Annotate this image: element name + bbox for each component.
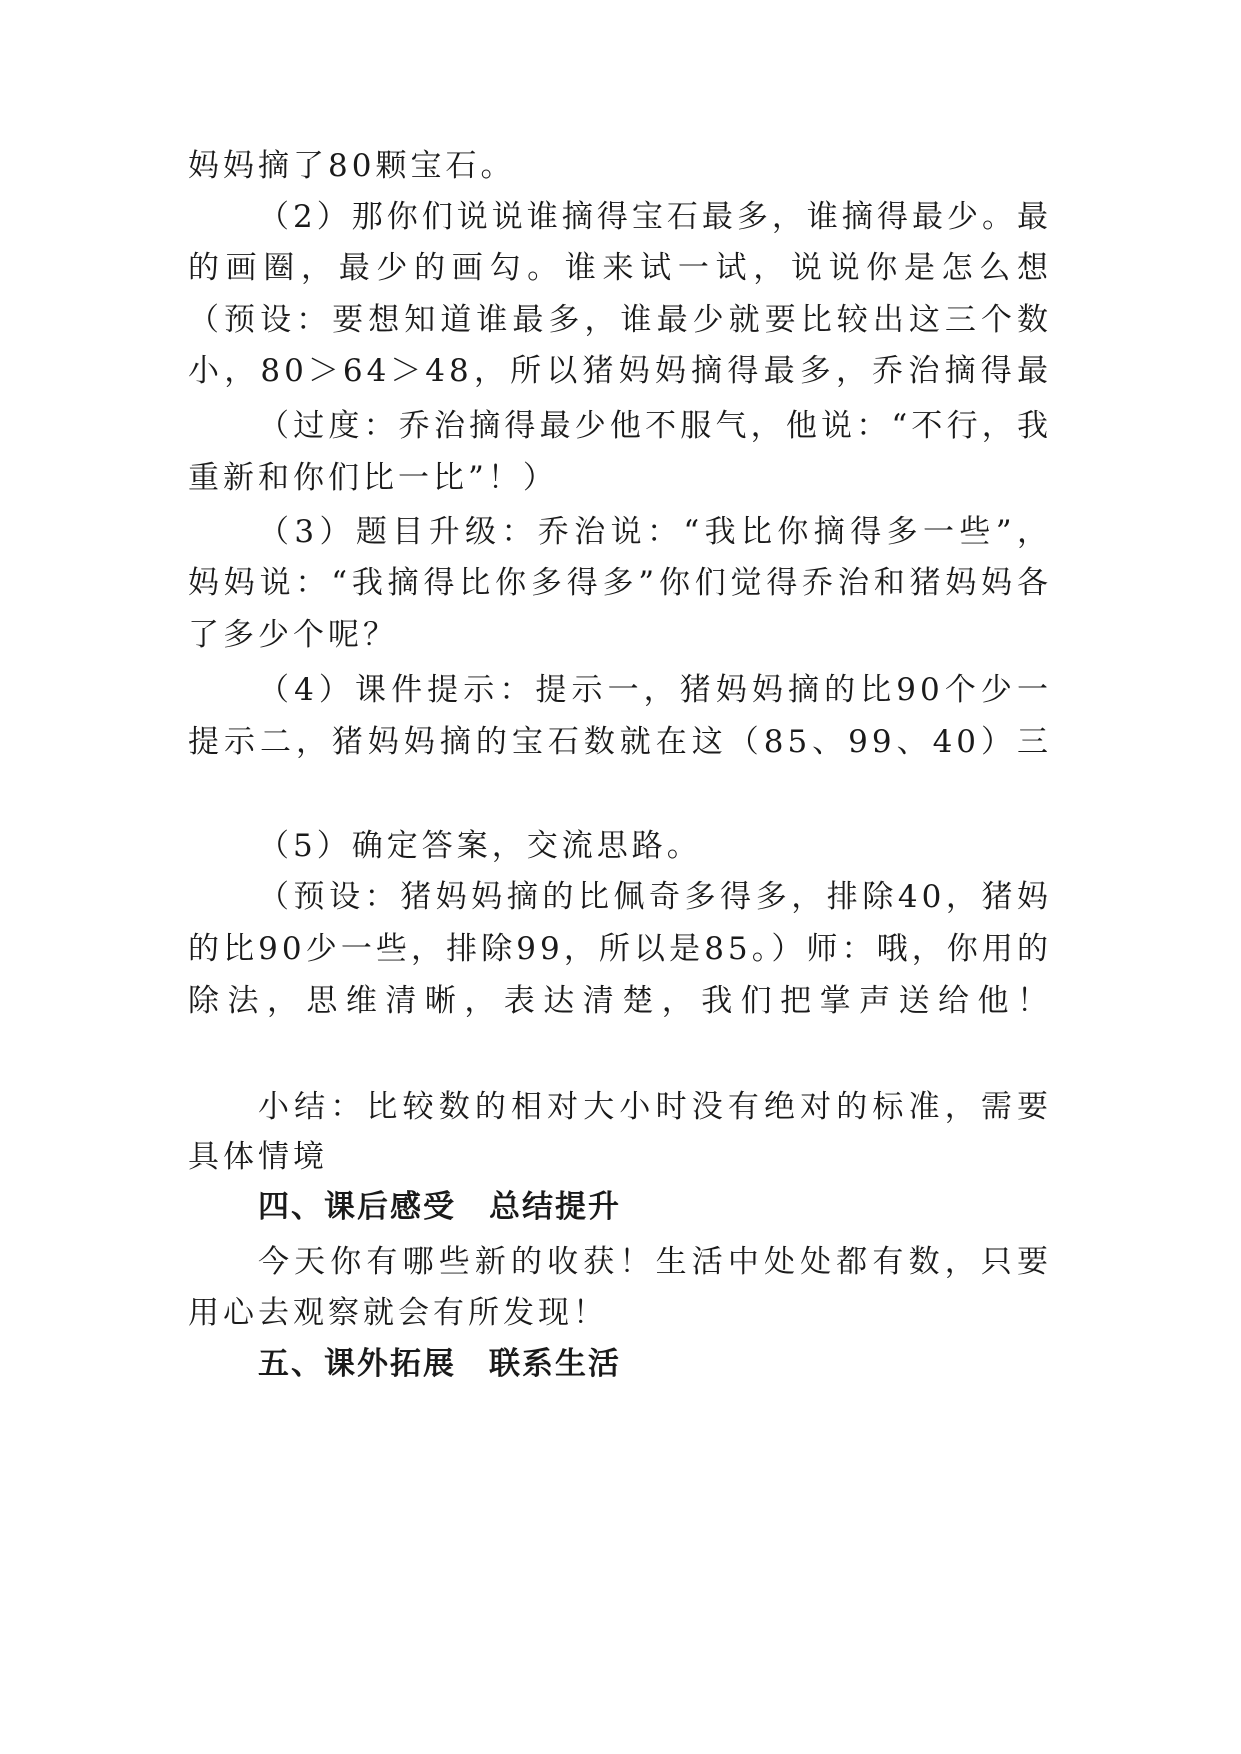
text-line: 具体情境 bbox=[188, 1139, 328, 1175]
text-line: 今天你有哪些新的收获！生活中处处都有数，只要 bbox=[258, 1244, 1052, 1280]
section-heading-four: 四、课后感受 总结提升 bbox=[258, 1189, 621, 1225]
text-line: 重新和你们比一比”！） bbox=[188, 460, 558, 496]
text-line: 了多少个呢？ bbox=[188, 617, 398, 653]
text-line: 小，80＞64＞48，所以猪妈妈摘得最多，乔治摘得最 bbox=[188, 353, 1052, 389]
text-line: 妈妈说：“我摘得比你多得多”你们觉得乔治和猪妈妈各 bbox=[188, 565, 1052, 601]
text-line: （3）题目升级：乔治说：“我比你摘得多一些”， bbox=[258, 514, 1052, 550]
text-line: （预设：猪妈妈摘的比佩奇多得多，排除40，猪妈 bbox=[258, 879, 1052, 915]
text-line: 的比90少一些，排除99，所以是85。）师：哦，你用的 bbox=[188, 931, 1052, 967]
section-heading-five: 五、课外拓展 联系生活 bbox=[258, 1346, 621, 1382]
text-line: （5）确定答案，交流思路。 bbox=[258, 828, 702, 864]
text-line: 除法，思维清晰，表达清楚，我们把掌声送给他！ bbox=[188, 983, 1052, 1019]
text-line: （4）课件提示：提示一，猪妈妈摘的比90个少一 bbox=[258, 672, 1052, 708]
text-line: 小结：比较数的相对大小时没有绝对的标准，需要 bbox=[258, 1089, 1052, 1125]
text-line: 妈妈摘了80颗宝石。 bbox=[188, 148, 516, 184]
text-line: （预设：要想知道谁最多，谁最少就要比较出这三个数 bbox=[188, 302, 1052, 338]
text-line: 的画圈，最少的画勾。谁来试一试，说说你是怎么想 bbox=[188, 250, 1052, 286]
text-line: （过度：乔治摘得最少他不服气，他说：“不行，我 bbox=[258, 408, 1052, 444]
text-line: （2）那你们说说谁摘得宝石最多，谁摘得最少。最 bbox=[258, 199, 1052, 235]
text-line: 用心去观察就会有所发现！ bbox=[188, 1295, 608, 1331]
text-line: 提示二，猪妈妈摘的宝石数就在这（85、99、40）三 bbox=[188, 724, 1052, 760]
